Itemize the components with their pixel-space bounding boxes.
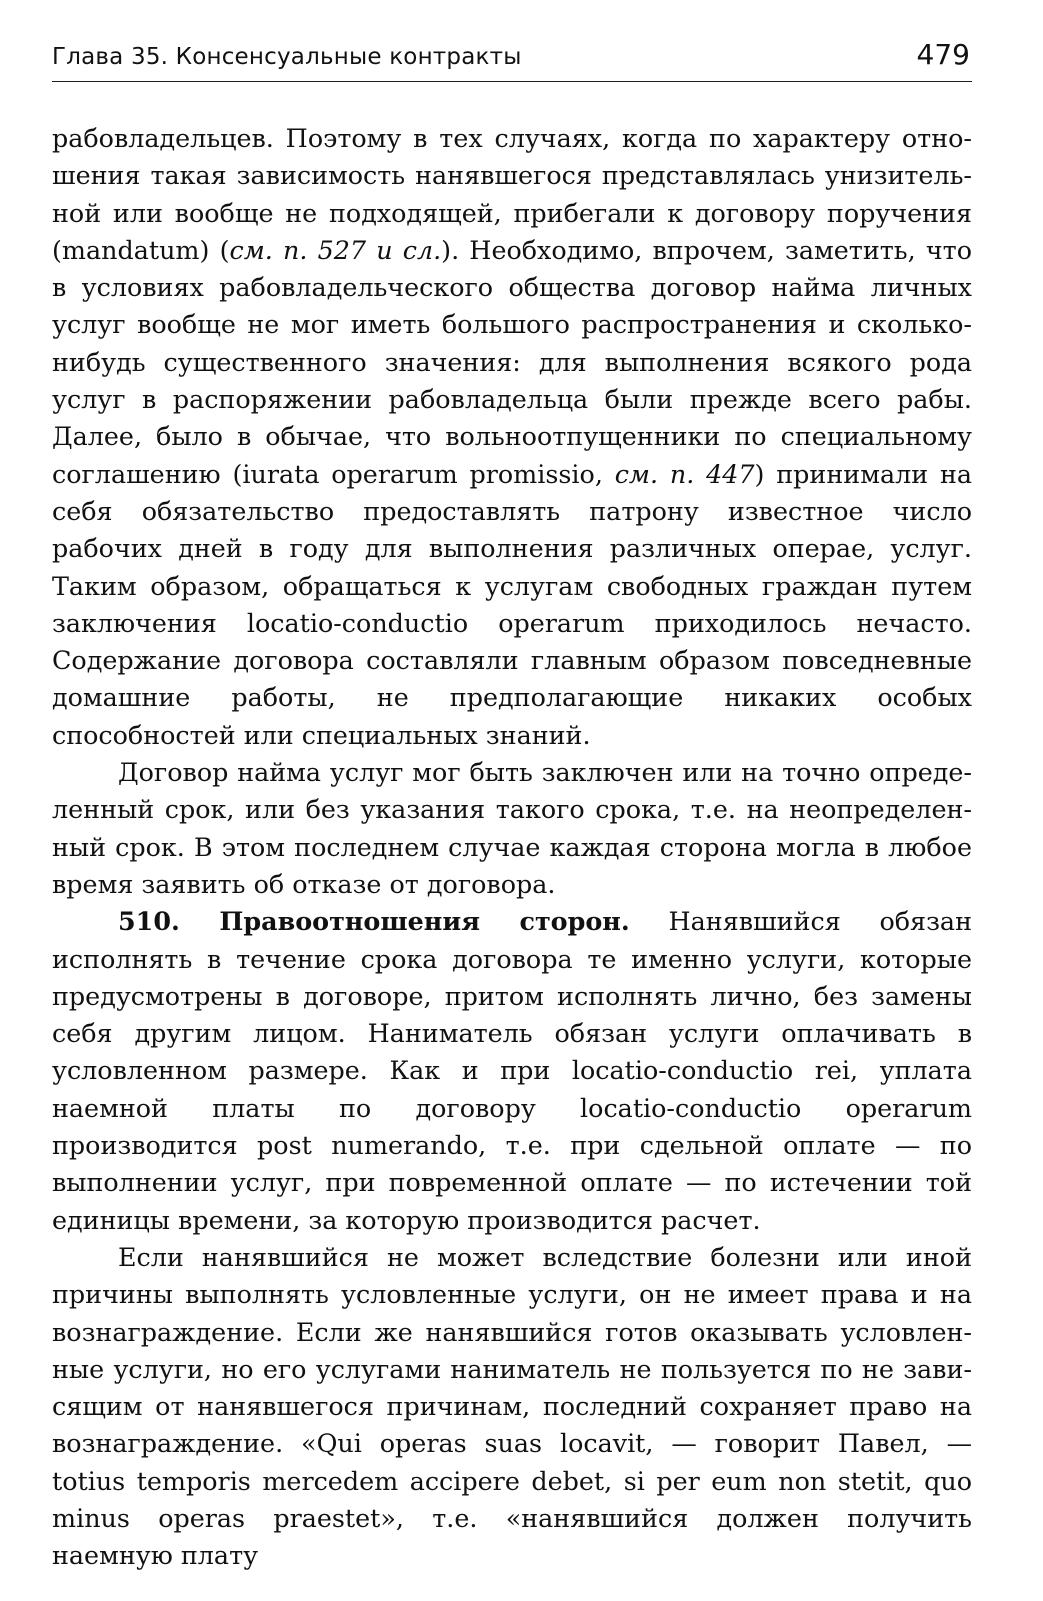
book-page [52,38,972,1578]
running-header [52,38,972,82]
page-number: 479 [916,38,970,71]
chapter-title: Глава 35. Консенсуальные контракты [52,44,522,70]
text-run: Нанявшийся обязан исполнять в течение срока договора те именно услуги, которые предусмотрены в договоре, притом исполнять лично, без замены себя другим лицом. Наниматель обязан услуги оплачивать в условленном размере. Как и при locatio-conductio rei, уплата наемной платы по договору locatio-conductio operarum производится post numerando, т.е. при сдельной оплате — по выполнении услуг, при повременной оплате — по истечении той единицы времени, за которую производится расчет. [52,906,972,1235]
text-run: рабовладельцев. Поэтому в тех случаях, когда по характеру отношения такая зависимость нанявшегося представлялась унизительной или вообще не подходящей, прибегали к договору поручения (mandatum) ( [52,123,972,265]
section-heading: 510. Правоотношения сторон. [118,906,630,937]
cross-reference: см. п. 527 и сл. [229,234,442,265]
text-run: ) принимали на себя обязательство предоставлять патрону известное число рабочих дней в году для выполнения различных операе, услуг. Таким образом, обращаться к услугам свободных граждан путем заключения locatio-conductio operarum приходилось нечасто. Содержание договора составляли главным образом повседневные домашние работы, не предполагающие никаких особых способностей или специальных знаний. [52,458,973,750]
text-run: ). Необходимо, впрочем, заметить, что в условиях рабовладельческого общества договор найма личных услуг вообще не мог иметь большого распространения и сколько-нибудь существенного значения: для выполнения всякого рода услуг в распоряжении рабовладельца были прежде всего рабы. Далее, было в обычае, что вольноотпущенники по специальному соглашению (iurata operarum promissio, [52,234,972,489]
section-paragraph [52,903,972,1239]
paragraph: Если нанявшийся не может вследствие болезни или иной причины выполнять условленные услуги, он не имеет права и на вознаграждение. Если же нанявшийся готов оказывать условленные услуги, но его услугами наниматель не пользуется по не зависящим от нанявшегося причинам, последний сохраняет право на вознаграждение. «Qui operas suas locavit, — говорит Павел, — totius temporis mercedem accipere debet, si per eum non stetit, quo minus operas praestet», т.е. «нанявшийся должен получить наемную плату [52,1241,972,1571]
cross-reference: см. п. 447 [614,458,755,489]
paragraph-continued [52,120,972,754]
body-text [52,120,972,1575]
paragraph: Договор найма услуг мог быть заключен или на точно определенный срок, или без указания такого срока, т.е. на неопределенный срок. В этом последнем случае каждая сторона могла в любое время заявить об отказе от договора. [52,757,972,899]
